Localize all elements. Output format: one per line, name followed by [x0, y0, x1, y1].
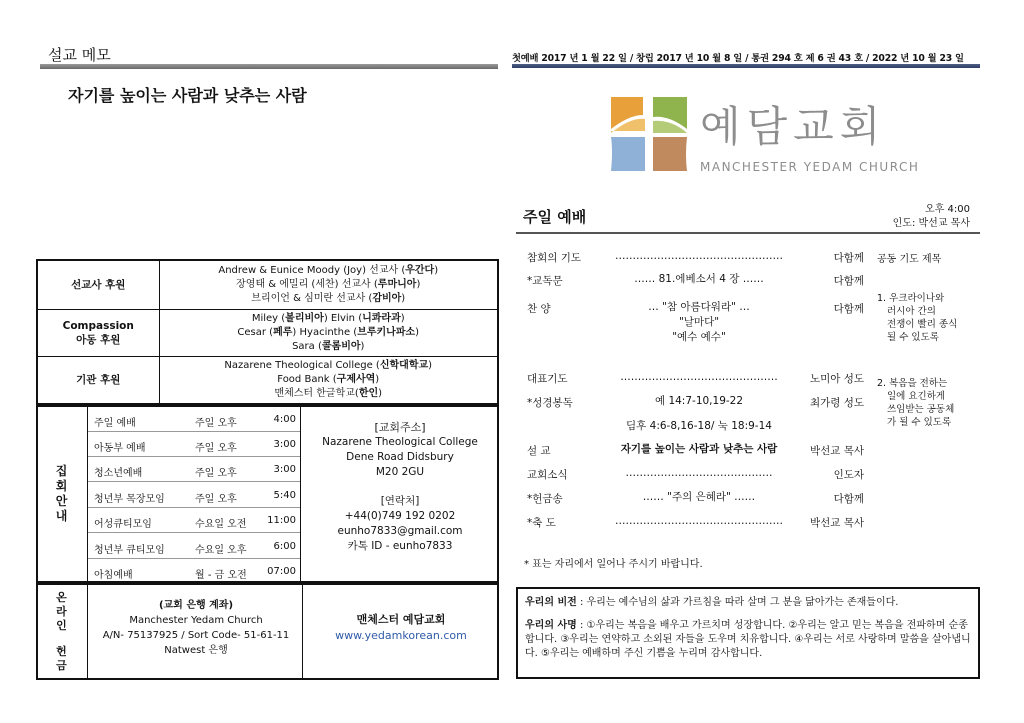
- meeting-name: 아동부 예배: [94, 443, 146, 454]
- prayer-line: 러시아 간의: [887, 306, 936, 317]
- support-category: [37, 309, 159, 356]
- meeting-name: 청소년예배: [94, 468, 143, 479]
- online-category-gap: [55, 633, 69, 645]
- support-table: [36, 259, 499, 405]
- hymn-line: … "참 아름다워라" …: [648, 301, 750, 313]
- service-content: …………………………………………: [615, 250, 783, 262]
- support-line: Cesar (페루) Hyacinthe (브루키나파소): [237, 326, 420, 338]
- church-info: [304, 612, 498, 644]
- meeting-day: 주일 오후: [195, 418, 237, 429]
- hymn-line: "날마다": [678, 316, 720, 328]
- meeting-day: 수요일 오후: [195, 545, 247, 556]
- meeting-time: 6:00: [273, 541, 296, 552]
- meeting-row: [88, 534, 300, 559]
- service-content: …… "주의 은혜라" ……: [642, 491, 756, 503]
- support-category-line: Compassion: [62, 319, 134, 332]
- meeting-row: [88, 508, 300, 533]
- online-category-char: 인: [56, 618, 67, 632]
- prayer-line: 전쟁이 빨리 종식: [887, 319, 958, 330]
- vision-mission-box: [516, 587, 980, 679]
- bank-info: [90, 598, 302, 658]
- issue-line: 첫예배 2017 년 1 월 22 일 / 창립 2017 년 10 월 8 일 / 통권 294 호 제 6 권 43 호 / 2022 년 10 월 23 일: [512, 53, 964, 64]
- service-label: 설 교: [527, 445, 551, 457]
- meeting-name: 주일 예배: [94, 418, 136, 429]
- prayer-item: [877, 292, 957, 344]
- service-content: 딤후 4:6-8,16-18/ 눅 18:9-14: [626, 420, 772, 432]
- support-line: Andrew & Eunice Moody (Joy) 선교사 (우간다): [218, 264, 439, 276]
- support-line: Miley (볼리비아) Elvin (니콰라과): [251, 312, 405, 324]
- church-name: 맨체스터 예담교회: [356, 613, 446, 626]
- service-who: 박선교 목사: [809, 517, 864, 529]
- meeting-name: 아침예배: [94, 570, 133, 581]
- support-row-institution: [37, 356, 498, 404]
- meeting-category-char: 내: [55, 509, 68, 523]
- support-detail: [159, 356, 498, 404]
- support-line: Sara (콜롬비아): [292, 340, 365, 352]
- online-category: [36, 583, 88, 680]
- contact-title: [연락처]: [380, 495, 420, 507]
- service-content: ………………………………………: [620, 371, 778, 383]
- worship-time-info: [880, 203, 970, 231]
- meeting-category: [36, 405, 88, 583]
- service-label: 대표기도: [527, 373, 568, 385]
- address-title: [교회주소]: [374, 421, 426, 434]
- meeting-day: 주일 오후: [195, 468, 237, 479]
- service-who: 다함께: [833, 303, 864, 315]
- prayer-line: 2. 복음을 전하는: [877, 378, 948, 389]
- meeting-day: 월 - 금 오전: [195, 570, 247, 581]
- service-who: 최가령 성도: [809, 397, 864, 409]
- service-label: 찬 양: [527, 303, 551, 315]
- service-label: *성경봉독: [527, 397, 573, 409]
- meeting-category-char: 회: [55, 479, 68, 493]
- meeting-day: 주일 오후: [195, 494, 237, 505]
- service-content-hymns: [574, 300, 824, 345]
- support-category: 기관 후원: [37, 356, 159, 404]
- church-website-link[interactable]: www.yedamkorean.com: [335, 629, 467, 642]
- memo-title: 설교 메모: [48, 46, 111, 64]
- hymn-line: "예수 예수": [672, 331, 726, 343]
- meeting-time: 3:00: [273, 439, 296, 450]
- right-header-rule: [512, 64, 980, 68]
- logo-korean-name: 예담교회: [700, 102, 887, 151]
- service-content: …………………………………………: [615, 515, 783, 527]
- support-row-missionary: [37, 260, 498, 309]
- online-category-char: 헌: [56, 644, 67, 658]
- address-line: Dene Road Didsbury: [346, 451, 454, 463]
- support-detail: [159, 309, 498, 356]
- meeting-day: 수요일 오전: [195, 519, 247, 530]
- support-line: 브리이언 & 심미란 선교사 (감비아): [251, 292, 406, 304]
- service-label: *축 도: [527, 517, 556, 529]
- address-line: Nazarene Theological College: [322, 436, 478, 448]
- vision-text: : 우리는 예수님의 삶과 가르침을 따라 살며 그 분을 닮아가는 존재들이다.: [576, 597, 899, 608]
- meeting-category-char: 안: [55, 494, 68, 508]
- support-line: Food Bank (구제사역): [277, 373, 380, 385]
- meeting-time: 07:00: [267, 566, 296, 577]
- meeting-category-char: 집: [55, 464, 68, 478]
- address-block: [302, 420, 498, 554]
- meeting-row: [88, 432, 300, 457]
- meeting-row: [88, 483, 300, 508]
- online-category-char: 금: [56, 658, 67, 672]
- meeting-time: 3:00: [273, 464, 296, 475]
- service-label: 교회소식: [527, 469, 568, 481]
- meeting-row: [88, 457, 300, 482]
- logo-english-name: MANCHESTER YEDAM CHURCH: [700, 160, 920, 174]
- support-row-compassion: [37, 309, 498, 356]
- bank-line: Manchester Yedam Church: [129, 615, 263, 626]
- meeting-divider: [300, 405, 301, 583]
- vision-label: 우리의 비전: [525, 597, 577, 608]
- online-divider: [302, 583, 303, 680]
- meeting-name: 청년부 목장모임: [94, 494, 165, 505]
- meeting-time: 5:40: [273, 490, 296, 501]
- worship-rule: [516, 232, 980, 234]
- bank-line: A/N- 75137925 / Sort Code- 51-61-11: [102, 630, 290, 641]
- bank-title: (교회 은행 계좌): [158, 600, 234, 611]
- contact-line: 카톡 ID - eunho7833: [347, 540, 453, 552]
- service-who: 박선교 목사: [809, 445, 864, 457]
- service-label: *교독문: [527, 275, 563, 287]
- service-who: 노미아 성도: [809, 373, 864, 385]
- service-who: 다함께: [833, 275, 864, 287]
- support-line: Nazarene Theological College (신학대학교): [224, 359, 433, 371]
- vision-statement: [525, 596, 971, 610]
- support-line: 장영태 & 에밀리 (세찬) 선교사 (루마니아): [236, 278, 421, 290]
- contact-line: +44(0)749 192 0202: [344, 510, 456, 522]
- service-content: ……………………………………: [625, 467, 773, 479]
- address-line: M20 2GU: [375, 466, 425, 478]
- meeting-time: 4:00: [273, 414, 296, 425]
- support-category: 선교사 후원: [37, 260, 159, 309]
- service-label: *헌금송: [527, 493, 563, 505]
- worship-title: 주일 예배: [523, 208, 587, 226]
- prayer-line: 쓰임받는 공동체: [887, 404, 955, 415]
- contact-line: eunho7833@gmail.com: [337, 525, 463, 537]
- online-category-char: 온: [56, 590, 67, 604]
- meeting-row: [88, 407, 300, 432]
- support-detail: [159, 260, 498, 309]
- meeting-day: 주일 오후: [195, 443, 237, 454]
- worship-time: 오후 4:00: [925, 204, 970, 215]
- meeting-time: 11:00: [267, 515, 296, 526]
- meeting-name: 어성큐티모임: [94, 519, 152, 530]
- mission-label: 우리의 사명: [525, 620, 577, 631]
- left-header-rule: [40, 64, 498, 69]
- service-note: * 표는 자리에서 일어나 주시기 바랍니다.: [524, 559, 703, 570]
- prayer-line: 1. 우크라이나와: [877, 293, 945, 304]
- prayer-title: 공동 기도 제목: [877, 254, 942, 265]
- worship-leader: 인도: 박선교 목사: [892, 218, 970, 229]
- mission-text: : ①우리는 복음을 배우고 가르치며 성장합니다. ②우리는 알고 믿는 복음을 전파하며 순종합니다. ③우리는 연약하고 소외된 자들을 도우며 치유합니다. ④우리는 서로 사랑하며 말씀을 살아냅니다. ⑤우리는 예배하며 주신 기쁨을 누리며 감사합니다.: [525, 620, 971, 659]
- service-content: 예 14:7-10,19-22: [654, 395, 744, 407]
- sermon-title: 자기를 높이는 사람과 낮추는 사람: [68, 86, 307, 105]
- online-category-char: 라: [56, 604, 67, 618]
- prayer-line: 일에 요긴하게: [887, 391, 946, 402]
- service-label: 참회의 기도: [527, 252, 582, 264]
- prayer-item: [877, 377, 954, 429]
- service-who: 다함께: [833, 252, 864, 264]
- service-who: 인도자: [833, 469, 864, 481]
- prayer-line: 가 될 수 있도록: [887, 417, 952, 428]
- support-category-line: 아동 후원: [76, 333, 121, 346]
- support-line: 맨체스터 한글학교(한인): [274, 387, 383, 399]
- prayer-line: 될 수 있도록: [887, 332, 939, 343]
- meeting-name: 청년부 큐티모임: [94, 545, 165, 556]
- meeting-row: [88, 559, 300, 584]
- mission-statement: [525, 619, 971, 661]
- service-who: 다함께: [833, 493, 864, 505]
- service-content: …… 81.에베소서 4 장 ……: [634, 273, 764, 285]
- service-sermon-title: 자기를 높이는 사람과 낮추는 사람: [620, 443, 778, 455]
- church-logo-icon: [609, 95, 689, 173]
- bank-line: Natwest 은행: [164, 645, 228, 656]
